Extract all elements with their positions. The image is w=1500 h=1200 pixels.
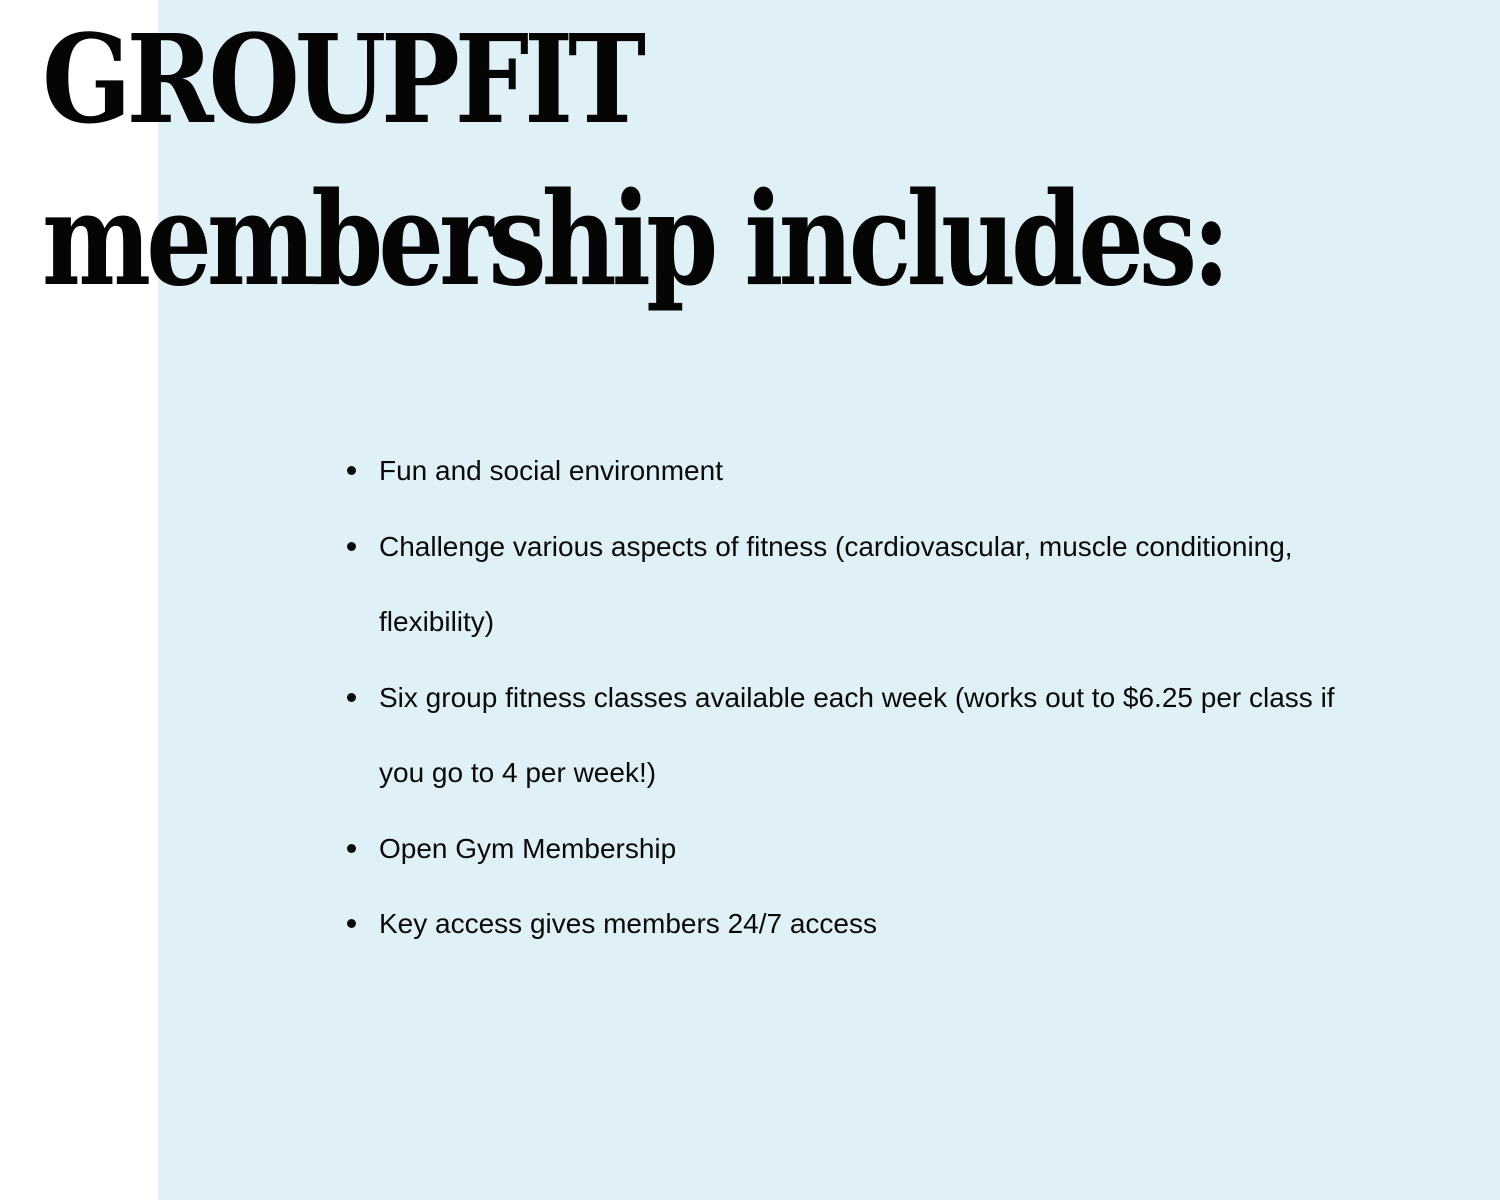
list-item xyxy=(379,811,1359,887)
list-item-text: Six group fitness classes available each week (works out to $6.25 per class if you go to 4 per week!) xyxy=(379,681,1335,788)
list-item-text: Challenge various aspects of fitness (cardiovascular, muscle conditioning, flexibility) xyxy=(379,530,1293,637)
list-item-text: Open Gym Membership xyxy=(379,832,677,864)
list-item xyxy=(379,433,1359,509)
list-item-text: Fun and social environment xyxy=(379,455,723,486)
list-item xyxy=(379,886,1359,962)
bullet-icon xyxy=(347,466,356,475)
bullet-icon xyxy=(347,844,356,853)
membership-benefits-list xyxy=(379,433,1359,962)
bullet-icon xyxy=(347,693,356,702)
bullet-icon xyxy=(347,542,356,551)
list-item xyxy=(379,660,1359,811)
title-line-subtitle: membership includes: xyxy=(42,165,1226,315)
title-line-brand: GROUPFIT xyxy=(42,7,641,151)
list-item-text: Key access gives members 24/7 access xyxy=(379,908,877,939)
bullet-icon xyxy=(347,919,356,928)
list-item xyxy=(379,509,1359,660)
